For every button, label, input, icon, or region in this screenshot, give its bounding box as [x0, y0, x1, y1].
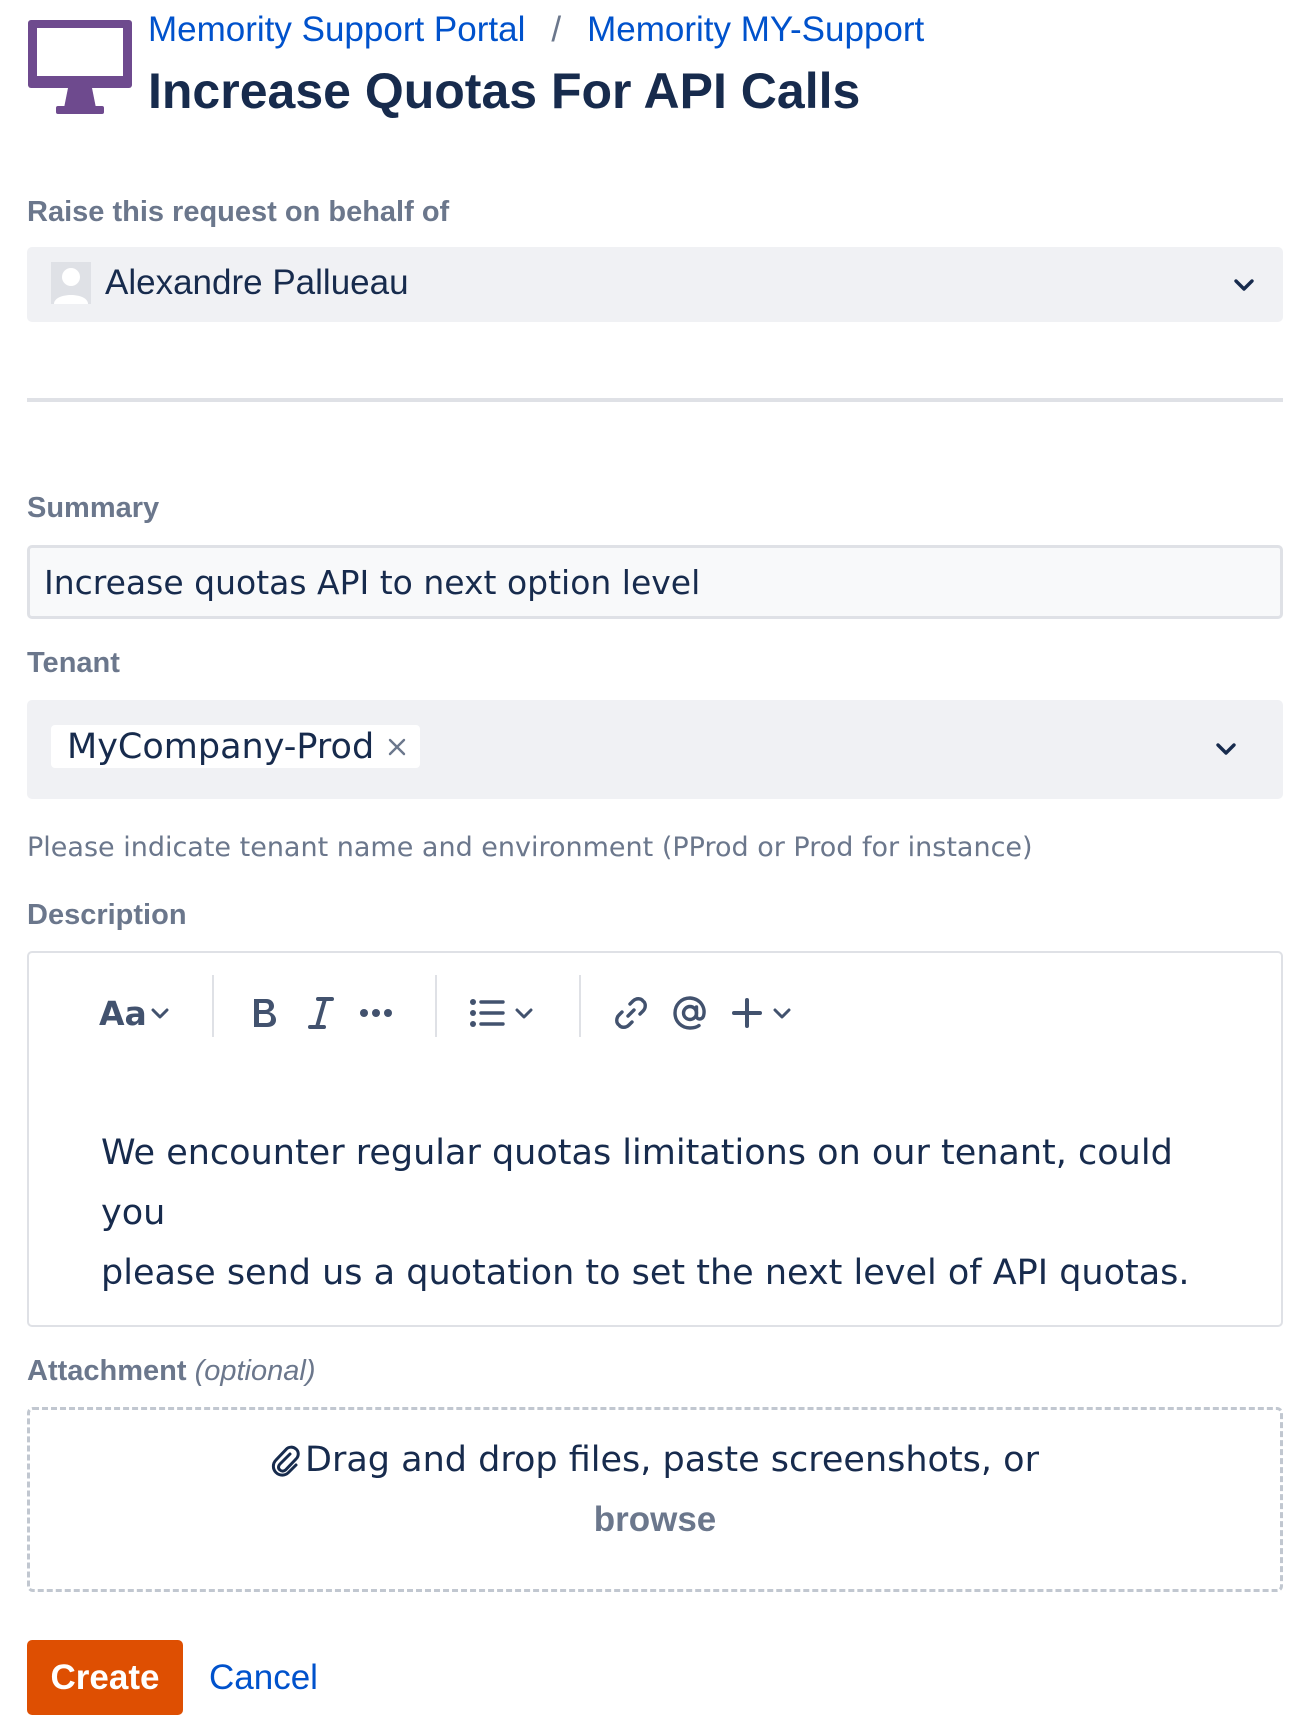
text-style-button[interactable] [99, 983, 171, 1043]
more-formatting-button[interactable] [359, 983, 393, 1043]
section-divider [27, 398, 1283, 402]
mention-button[interactable] [671, 983, 709, 1043]
page-title: Increase Quotas For API Calls [148, 63, 861, 119]
monitor-icon [26, 18, 134, 118]
tenant-tag-label: MyCompany-Prod [67, 726, 375, 767]
attachment-dropzone[interactable] [27, 1407, 1283, 1592]
insert-button[interactable] [731, 983, 793, 1043]
more-icon [359, 1008, 393, 1018]
description-line: We encounter regular quotas limitations on our tenant, could you [101, 1133, 1173, 1233]
browse-link[interactable]: browse [593, 1500, 717, 1539]
breadcrumb-separator: / [551, 10, 562, 49]
dropzone-text-label: Drag and drop files, paste screenshots, or [305, 1440, 1039, 1480]
avatar [51, 262, 91, 304]
behalf-label: Raise this request on behalf of [27, 196, 450, 228]
chevron-down-icon [513, 1002, 535, 1024]
chevron-down-icon [149, 1002, 171, 1024]
bold-icon [249, 995, 279, 1031]
list-button[interactable] [469, 983, 535, 1043]
close-icon[interactable] [388, 738, 406, 756]
description-line: please send us a quotation to set the next level of API quotas. [101, 1253, 1190, 1293]
chevron-down-icon [771, 1002, 793, 1024]
paperclip-icon [271, 1445, 301, 1477]
link-button[interactable] [613, 983, 649, 1043]
text-style-label: Aa [99, 993, 147, 1033]
chevron-down-icon[interactable] [1231, 272, 1257, 298]
description-editor[interactable] [27, 951, 1283, 1327]
link-icon [613, 995, 649, 1031]
dropzone-text [30, 1440, 1280, 1480]
tenant-label: Tenant [27, 647, 120, 679]
create-button[interactable]: Create [27, 1640, 183, 1715]
tenant-help-text: Please indicate tenant name and environment (PProd or Prod for instance) [27, 832, 1033, 863]
toolbar-separator [212, 975, 214, 1037]
description-label: Description [27, 899, 187, 931]
cancel-button[interactable]: Cancel [209, 1658, 318, 1697]
attachment-label [27, 1355, 315, 1388]
user-avatar-icon [51, 262, 91, 304]
chevron-down-icon[interactable] [1213, 736, 1239, 762]
summary-label: Summary [27, 492, 160, 524]
bold-button[interactable] [249, 983, 279, 1043]
at-sign-icon [671, 994, 709, 1032]
toolbar-separator [579, 975, 581, 1037]
attachment-label-text: Attachment [27, 1355, 187, 1387]
breadcrumb-link-my-support[interactable]: Memority MY-Support [587, 10, 925, 49]
plus-icon [731, 997, 763, 1029]
toolbar-separator [435, 975, 437, 1037]
attachment-optional: (optional) [194, 1355, 316, 1387]
breadcrumb-link-portal[interactable]: Memority Support Portal [148, 10, 526, 49]
italic-icon [307, 995, 335, 1031]
behalf-value: Alexandre Pallueau [105, 263, 409, 302]
behalf-select[interactable] [27, 247, 1283, 322]
description-text[interactable] [101, 1123, 1231, 1303]
bullet-list-icon [469, 998, 505, 1028]
tenant-select[interactable] [27, 700, 1283, 799]
breadcrumb [148, 10, 924, 50]
tenant-tag [51, 725, 420, 768]
italic-button[interactable] [307, 983, 335, 1043]
summary-input[interactable] [27, 545, 1283, 619]
